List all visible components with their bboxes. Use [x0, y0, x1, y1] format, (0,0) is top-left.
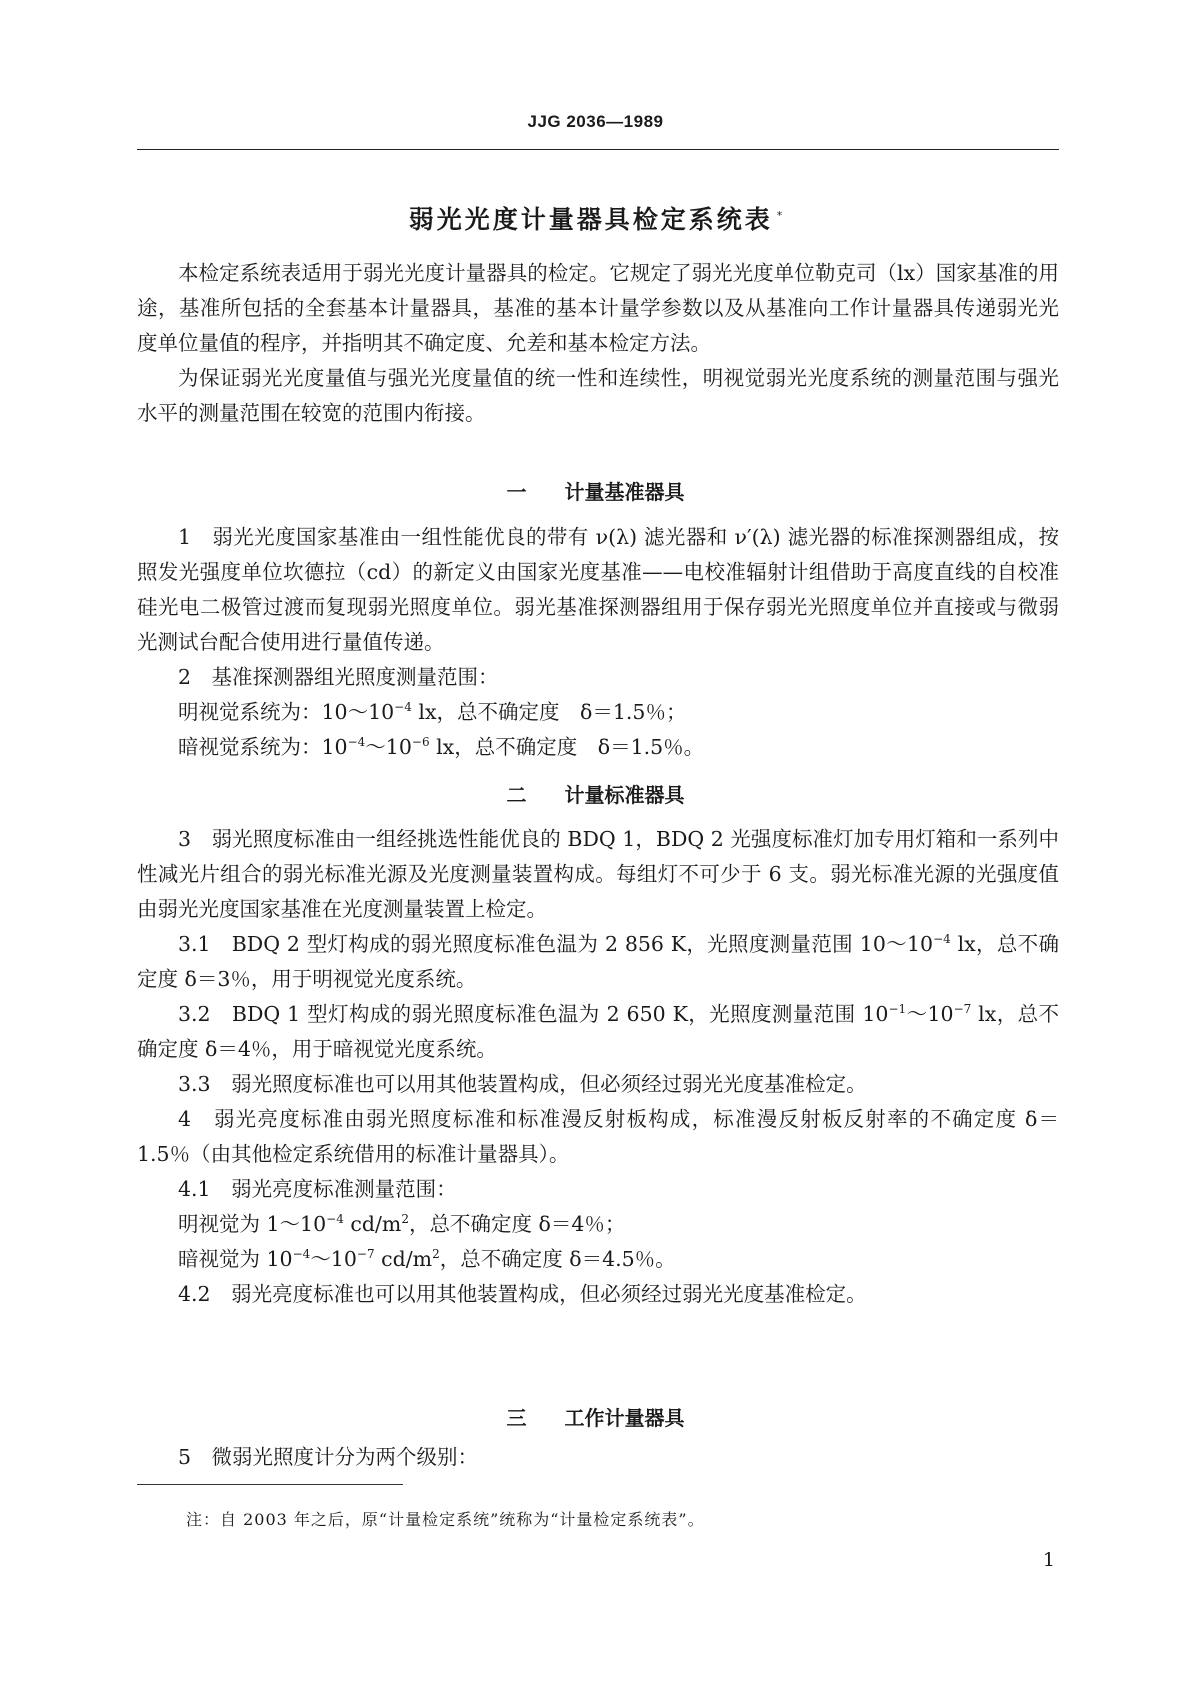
section-1-body: [137, 520, 1059, 765]
section-number: 三: [506, 1406, 527, 1430]
exponent: −7: [356, 1247, 375, 1261]
text: ，总不确定度 δ＝4.5％。: [439, 1247, 676, 1271]
text: 暗视觉系统为：10: [178, 735, 348, 759]
clause-5: 5 微弱光照度计分为两个级别：: [178, 1445, 479, 1469]
text: lx，总不确定度 δ＝3％，用于明视觉光度系统。: [137, 932, 1059, 991]
text: 3.1 BDQ 2 型灯构成的弱光照度标准色温为 2 856 K，光照度测量范围 10～10: [178, 932, 934, 956]
text: 暗视觉为 10: [178, 1247, 293, 1271]
section-heading-3: [0, 1402, 1191, 1431]
section-title: 计量标准器具: [564, 783, 685, 807]
section-heading-1: [0, 476, 1191, 505]
scotopic-range: [137, 730, 1059, 765]
section-heading-2: [0, 779, 1191, 808]
photopic-range: [137, 695, 1059, 730]
text: 明视觉为 1～10: [178, 1212, 327, 1236]
intro-block: [137, 256, 1059, 431]
clause-4-1: 4.1 弱光亮度标准测量范围：: [178, 1177, 457, 1201]
title-footnote-mark: *: [776, 208, 783, 222]
clause-3-2: [137, 997, 1059, 1067]
running-header: JJG 2036—1989: [527, 112, 664, 131]
clause-3-1: [137, 927, 1059, 997]
section-3-body: [137, 1440, 1059, 1475]
text: ～10: [906, 1002, 954, 1026]
exponent: −4: [292, 1247, 311, 1261]
title-text: 弱光光度计量器具检定系统表: [408, 205, 773, 234]
text: ，总不确定度 δ＝4％；: [408, 1212, 626, 1236]
text: lx，总不确定度 δ＝4％，用于暗视觉光度系统。: [137, 1002, 1059, 1061]
section-number: 二: [506, 783, 527, 807]
header-rule: [137, 149, 1059, 150]
exponent: −6: [411, 735, 430, 749]
exponent: 2: [401, 1212, 409, 1226]
scotopic-luminance-range: [137, 1242, 1059, 1277]
footnote: 注：自 2003 年之后，原“计量检定系统”统称为“计量检定系统表”。: [186, 1510, 705, 1529]
clause-1: 1 弱光光度国家基准由一组性能优良的带有 ν(λ) 滤光器和 ν′(λ) 滤光器的标准探测器组成，按照发光强度单位坎德拉（cd）的新定义由国家光度基准——电校准辐射计组借助于高度直线的自校准硅光电二极管过渡而复现弱光照度单位。弱光基准探测器组用于保存弱光光照度单位并直接或与微弱光测试台配合使用进行量值传递。: [137, 525, 1059, 654]
exponent: −4: [394, 700, 412, 714]
clause-3: 3 弱光照度标准由一组经挑选性能优良的 BDQ 1，BDQ 2 光强度标准灯加专用灯箱和一系列中性减光片组合的弱光标准光源及光度测量装置构成。每组灯不可少于 6 支。弱光标准光源的光强度值由弱光光度国家基准在光度测量装置上检定。: [137, 827, 1059, 921]
section-title: 工作计量器具: [564, 1406, 685, 1430]
text: ～10: [365, 735, 412, 759]
exponent: −1: [888, 1002, 907, 1016]
text: lx，总不确定度 δ＝1.5％。: [429, 735, 705, 759]
photopic-luminance-range: [137, 1207, 1059, 1242]
page-number: 1: [1042, 1549, 1055, 1571]
section-number: 一: [506, 480, 527, 504]
clause-4: 4 弱光亮度标准由弱光照度标准和标准漫反射板构成，标准漫反射板反射率的不确定度 δ＝1.5％（由其他检定系统借用的标准计量器具）。: [137, 1107, 1059, 1166]
text: 3.2 BDQ 1 型灯构成的弱光照度标准色温为 2 650 K，光照度测量范围 10: [178, 1002, 889, 1026]
text: 明视觉系统为：10～10: [178, 700, 395, 724]
exponent: −4: [347, 735, 366, 749]
exponent: −4: [326, 1212, 344, 1226]
exponent: −4: [933, 932, 951, 946]
clause-4-2: 4.2 弱光亮度标准也可以用其他装置构成，但必须经过弱光光度基准检定。: [178, 1282, 867, 1306]
exponent: −7: [953, 1002, 972, 1016]
text: cd/m: [374, 1247, 433, 1271]
page-title: [0, 200, 1191, 236]
text: lx，总不确定度 δ＝1.5％；: [411, 700, 687, 724]
footnote-rule: [137, 1484, 403, 1485]
intro-paragraph-1: 本检定系统表适用于弱光光度计量器具的检定。它规定了弱光光度单位勒克司（lx）国家基准的用途，基准所包括的全套基本计量器具，基准的基本计量学参数以及从基准向工作计量器具传递弱光光度单位量值的程序，并指明其不确定度、允差和基本检定方法。: [137, 261, 1059, 355]
text: cd/m: [343, 1212, 402, 1236]
clause-2: 2 基准探测器组光照度测量范围：: [178, 665, 499, 689]
text: ～10: [310, 1247, 357, 1271]
section-2-body: [137, 822, 1059, 1312]
intro-paragraph-2: 为保证弱光光度量值与强光光度量值的统一性和连续性，明视觉弱光光度系统的测量范围与强光水平的测量范围在较宽的范围内衔接。: [137, 366, 1059, 425]
exponent: 2: [432, 1247, 440, 1261]
clause-3-3: 3.3 弱光照度标准也可以用其他装置构成，但必须经过弱光光度基准检定。: [178, 1072, 867, 1096]
section-title: 计量基准器具: [564, 480, 685, 504]
